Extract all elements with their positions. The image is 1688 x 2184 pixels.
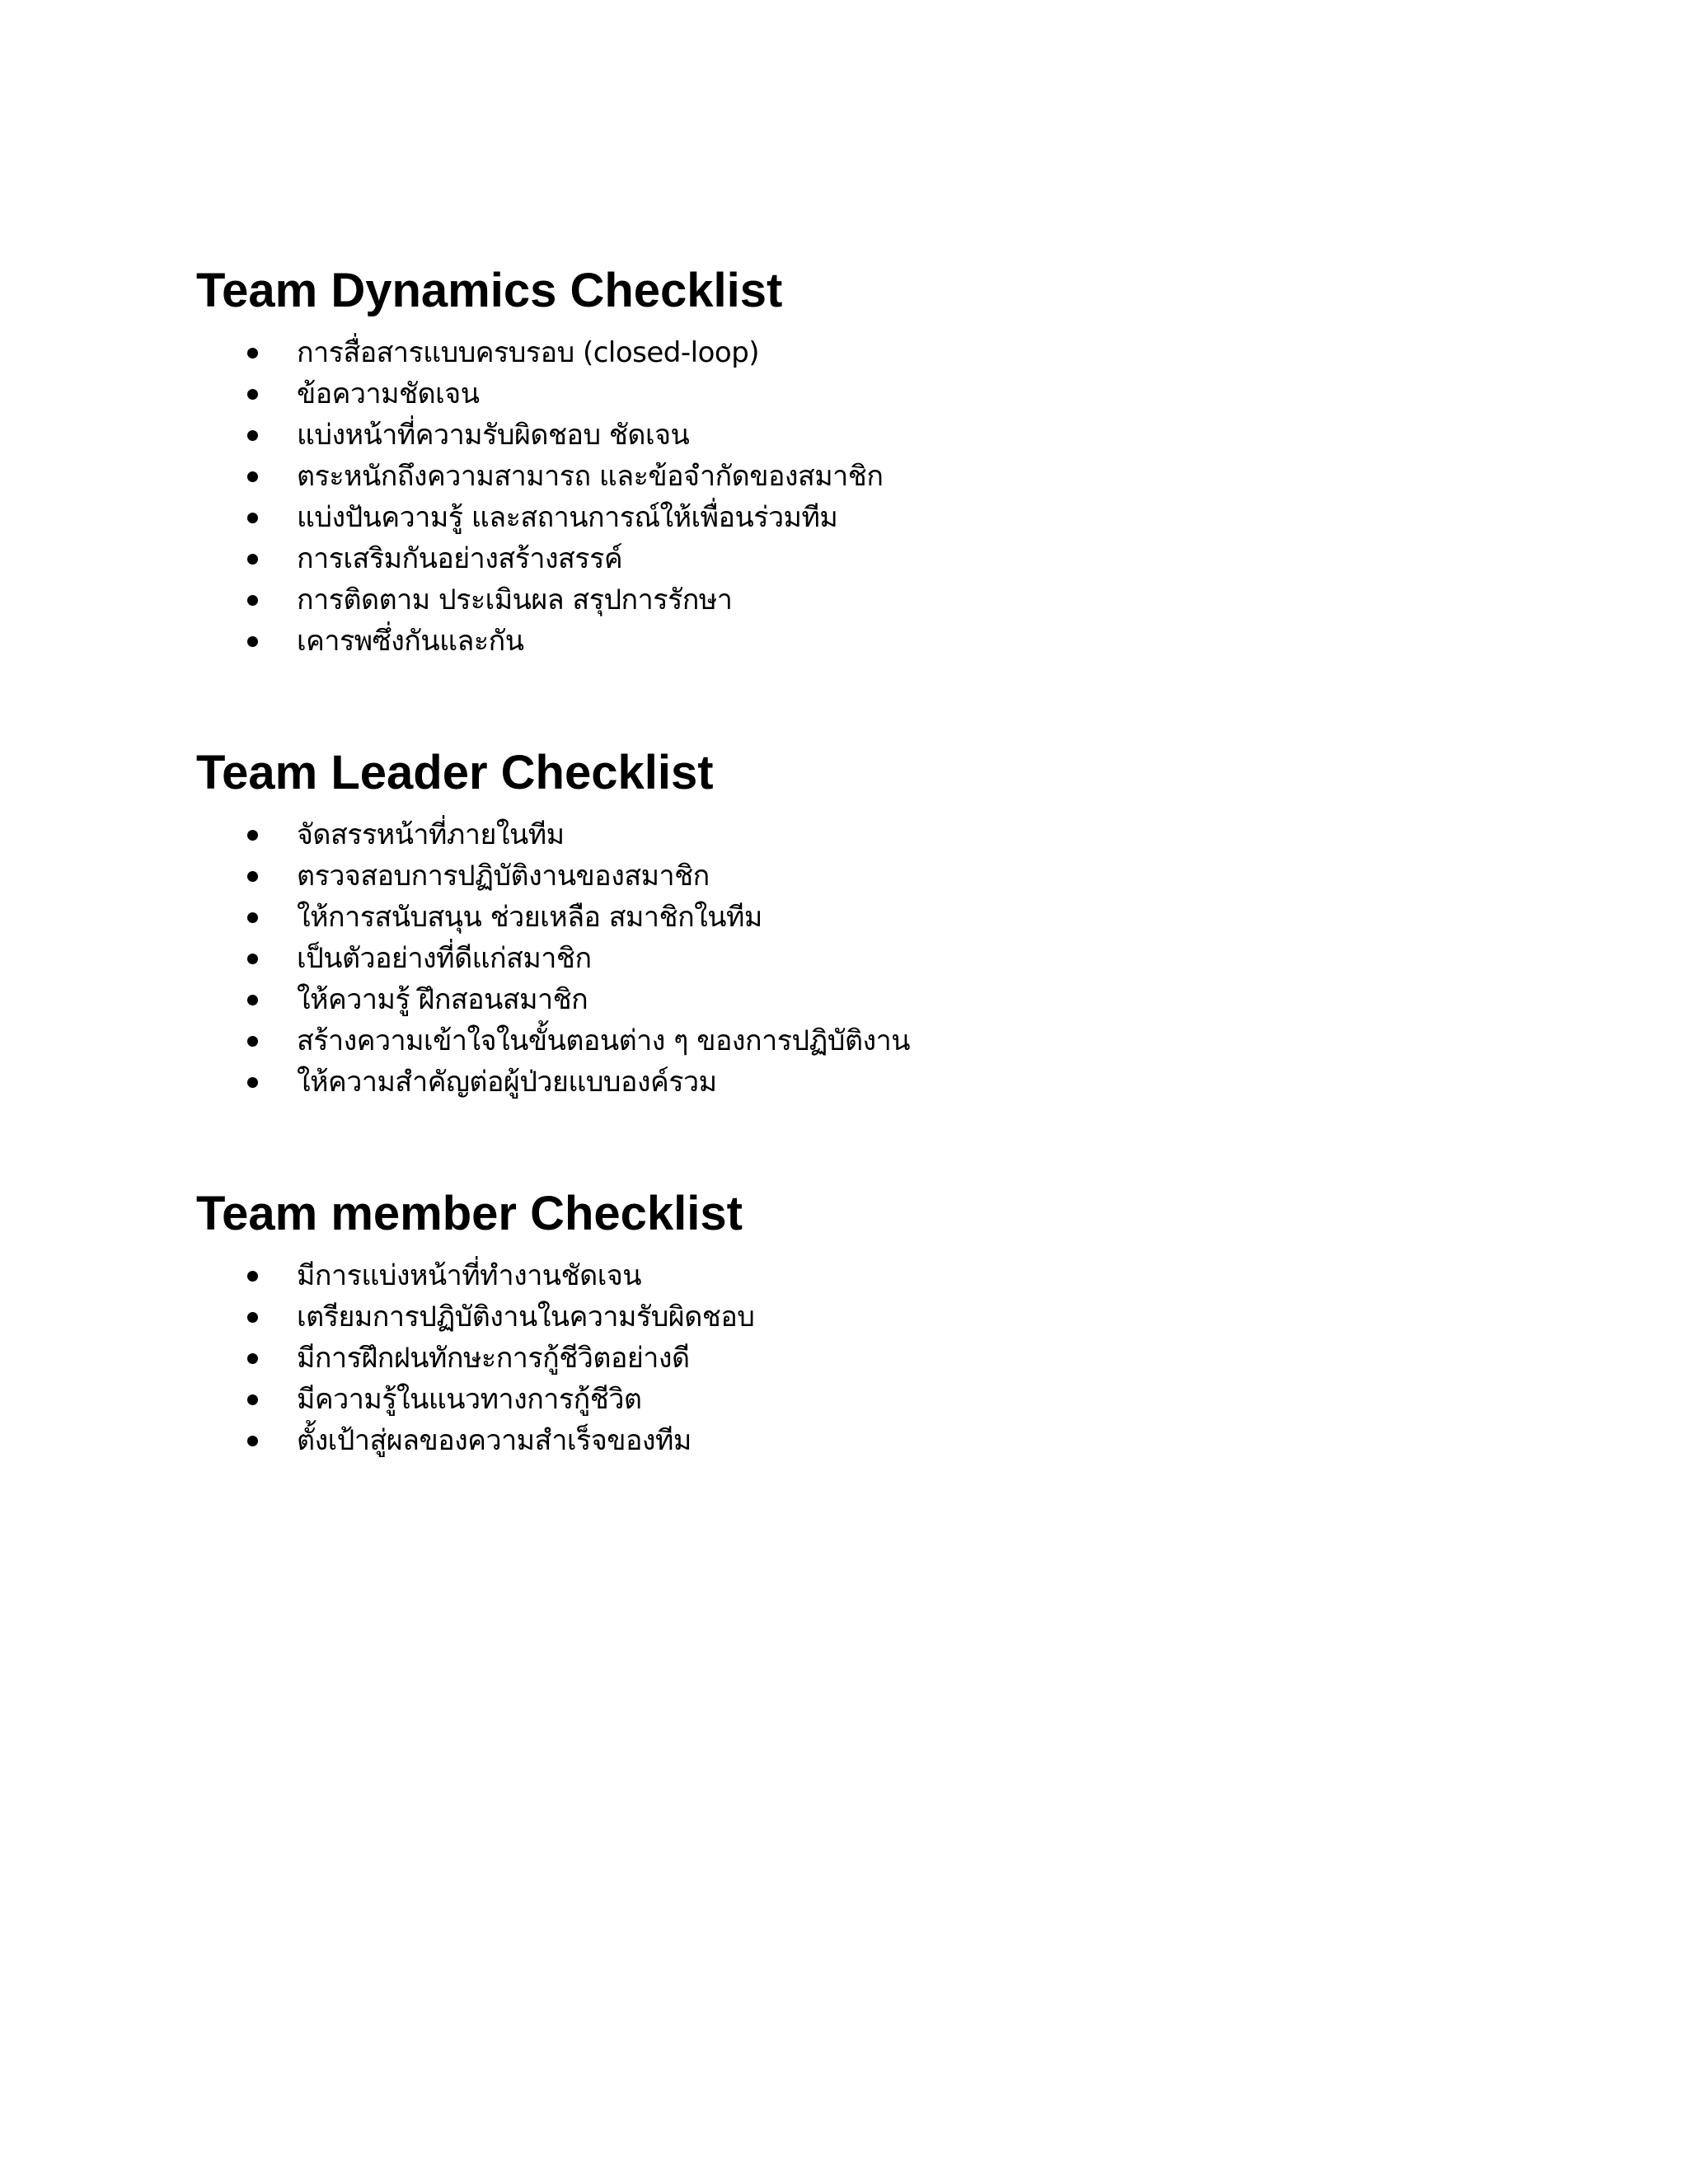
- bullet-icon: [247, 954, 258, 964]
- list-item-text: เป็นตัวอย่างที่ดีแก่สมาชิก: [297, 942, 592, 975]
- list-item-text: การสื่อสารแบบครบรอบ (closed-loop): [297, 336, 760, 369]
- bullet-icon: [247, 830, 258, 841]
- section-title: Team Leader Checklist: [196, 746, 714, 799]
- list-item-text: ตระหนักถึงความสามารถ และข้อจำกัดของสมาชิก: [297, 460, 884, 493]
- section-title: Team Dynamics Checklist: [196, 264, 783, 317]
- list-item-text: ข้อความชัดเจน: [297, 377, 480, 410]
- bullet-icon: [247, 1271, 258, 1282]
- list-item-text: มีการฝึกฝนทักษะการกู้ชีวิตอย่างดี: [297, 1342, 690, 1375]
- list-item-text: เตรียมการปฏิบัติงานในความรับผิดชอบ: [297, 1301, 755, 1333]
- bullet-icon: [247, 1436, 258, 1446]
- bullet-icon: [247, 389, 258, 400]
- bullet-icon: [247, 636, 258, 647]
- section-team-leader: [196, 744, 1597, 1099]
- bullet-icon: [247, 595, 258, 606]
- list-item-text: ตรวจสอบการปฏิบัติงานของสมาชิก: [297, 860, 710, 893]
- section-team-member: [196, 1185, 1597, 1457]
- section-title: Team member Checklist: [196, 1187, 743, 1240]
- bullet-icon: [247, 513, 258, 523]
- list-item-text: ให้ความรู้ ฝึกสอนสมาชิก: [297, 983, 588, 1016]
- bullet-icon: [247, 1312, 258, 1323]
- list-item-text: จัดสรรหน้าที่ภายในทีม: [297, 818, 565, 851]
- list-item-text: ให้การสนับสนุน ช่วยเหลือ สมาชิกในทีม: [297, 901, 762, 934]
- list-item-text: การเสริมกันอย่างสร้างสรรค์: [297, 542, 623, 575]
- list-item-text: ให้ความสำคัญต่อผู้ป่วยแบบองค์รวม: [297, 1066, 717, 1099]
- bullet-icon: [247, 1394, 258, 1405]
- list-item-text: มีความรู้ในแนวทางการกู้ชีวิต: [297, 1383, 642, 1416]
- bullet-icon: [247, 554, 258, 565]
- bullet-icon: [247, 471, 258, 482]
- bullet-icon: [247, 1353, 258, 1364]
- bullet-icon: [247, 995, 258, 1005]
- bullet-icon: [247, 1036, 258, 1047]
- list-item-text: การติดตาม ประเมินผล สรุปการรักษา: [297, 583, 733, 616]
- section-team-dynamics: [196, 262, 1597, 658]
- bullet-icon: [247, 430, 258, 441]
- bullet-icon: [247, 871, 258, 882]
- list-item-text: มีการแบ่งหน้าที่ทำงานชัดเจน: [297, 1259, 641, 1292]
- bullet-icon: [247, 348, 258, 359]
- list-item-text: เคารพซึ่งกันและกัน: [297, 625, 524, 658]
- bullet-icon: [247, 912, 258, 923]
- list-item-text: แบ่งหน้าที่ความรับผิดชอบ ชัดเจน: [297, 419, 690, 452]
- list-item-text: ตั้งเป้าสู่ผลของความสำเร็จของทีม: [297, 1424, 692, 1457]
- list-item-text: แบ่งปันความรู้ และสถานการณ์ให้เพื่อนร่วมทีม: [297, 501, 838, 534]
- bullet-icon: [247, 1077, 258, 1088]
- list-item-text: สร้างความเข้าใจในขั้นตอนต่าง ๆ ของการปฏิบัติงาน: [297, 1024, 910, 1057]
